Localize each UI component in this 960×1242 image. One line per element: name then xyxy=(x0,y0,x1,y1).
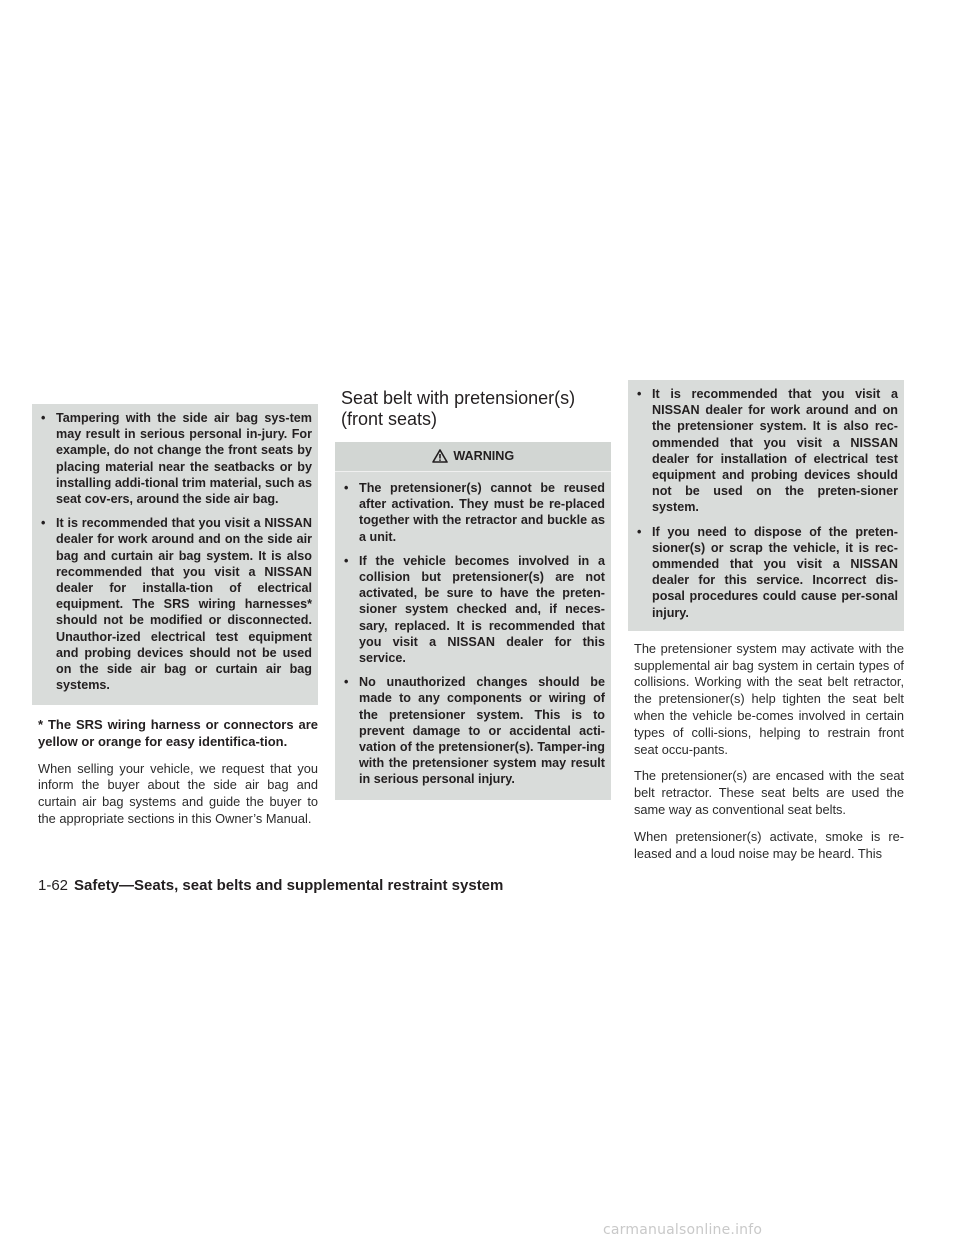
section-heading: Seat belt with pretensioner(s) (front seats) xyxy=(341,388,576,429)
caution-list xyxy=(38,410,312,693)
column-right xyxy=(634,387,904,862)
warning-item: • The pretensioner(s) cannot be reused after activation. They must be re-placed together with the retractor and buckle as a unit. xyxy=(341,480,605,545)
warning-box-pretensioner xyxy=(335,442,611,800)
warning-list xyxy=(341,480,605,788)
column-middle xyxy=(341,388,611,800)
warning-item: • It is recommended that you visit a NISSAN dealer for work around and on the pretensioner system. It is also rec-ommended that you visit a NISSAN dealer for installation of electrical test equipment and probing devices should not be used on the preten-sioner system. xyxy=(634,386,898,516)
caution-item: • Tampering with the side air bag sys-tem may result in serious personal in-jury. For example, do not change the front seats by placing material near the seatbacks or by installing addi-tional trim material, such as seat cov-ers, around the side air bag. xyxy=(38,410,312,507)
caution-item: • It is recommended that you visit a NISSAN dealer for work around and on the side air bag and curtain air bag system. It is also recommended that you visit a NISSAN dealer for installa-tion of electrical equipment. The SRS wiring harnesses* should not be modified or disconnected. Unauthor-ized electrical test equipment and probing devices should not be used on the side air bag or curtain air bag systems. xyxy=(38,515,312,693)
watermark: carmanualsonline.info xyxy=(603,1222,763,1238)
page-number: 1-62 xyxy=(38,877,69,894)
warning-label: WARNING xyxy=(453,449,515,463)
wiring-harness-note: * The SRS wiring harness or connectors are yellow or orange for easy identifica-tion. xyxy=(38,717,318,750)
warning-item: • No unauthorized changes should be made to any components or wiring of the pretensioner system. This is to prevent damage to or accidental acti-vation of the pretensioner(s). Tamper-ing with the pretensioner system may result in serious personal injury. xyxy=(341,674,605,787)
column-left xyxy=(38,404,318,828)
warning-item: • If the vehicle becomes involved in a collision but pretensioner(s) are not activated, be sure to have the preten-sioner system checked and, if neces-sary, replaced. It is recommended that you visit a NISSAN dealer for this service. xyxy=(341,553,605,666)
pretensioner-smoke-paragraph: When pretensioner(s) activate, smoke is re-leased and a loud noise may be heard. This xyxy=(634,828,904,861)
selling-vehicle-paragraph: When selling your vehicle, we request that you inform the buyer about the side air bag and curtain air bag systems and guide the buyer to the appropriate sections in this Owner’s Manual. xyxy=(38,760,318,827)
chapter-title: Safety—Seats, seat belts and supplemental restraint system xyxy=(74,877,504,894)
warning-header xyxy=(335,442,611,472)
warning-item: • If you need to dispose of the preten-sioner(s) or scrap the vehicle, it is rec-ommended that you visit a NISSAN dealer for this service. Incorrect dis-posal procedures could cause per-sonal injury. xyxy=(634,524,898,621)
warning-list-continued xyxy=(634,386,898,621)
caution-box-side-airbag xyxy=(32,404,318,705)
warning-box-continued xyxy=(628,380,904,631)
pretensioner-encased-paragraph: The pretensioner(s) are encased with the seat belt retractor. These seat belts are used the same way as conventional seat belts. xyxy=(634,768,904,818)
page-footer xyxy=(38,877,503,894)
warning-triangle-icon xyxy=(432,449,448,463)
pretensioner-activation-paragraph: The pretensioner system may activate with the supplemental air bag system in certain types of collisions. Working with the seat belt retractor, the pretensioner(s) help tighten the seat belt when the vehicle be-comes involved in certain types of colli-sions, helping to restrain front seat occu-pants. xyxy=(634,640,904,757)
